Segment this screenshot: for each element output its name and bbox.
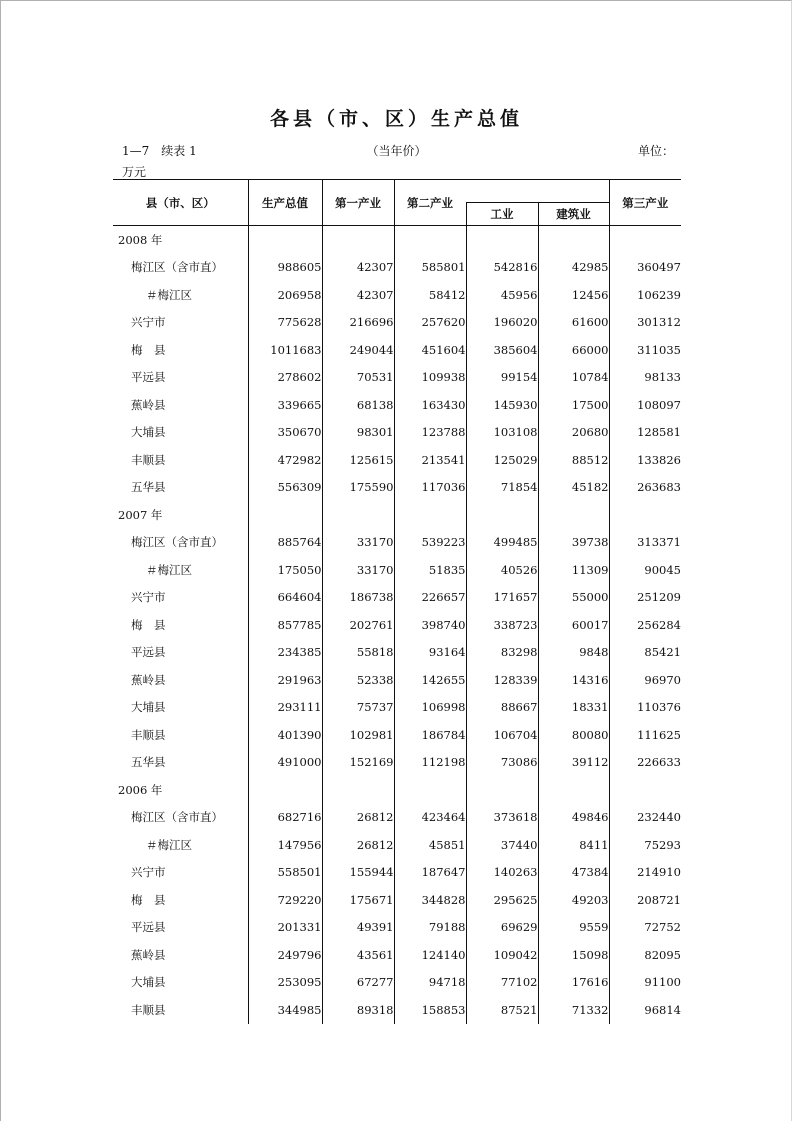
industry-value: 373618 <box>466 804 538 832</box>
construction-value: 18331 <box>538 694 609 722</box>
industry-value: 338723 <box>466 611 538 639</box>
gdp-value: 339665 <box>248 391 322 419</box>
gdp-value: 401390 <box>248 721 322 749</box>
industry-value: 37440 <box>466 831 538 859</box>
secondary-value: 94718 <box>394 969 466 997</box>
table-row <box>113 336 681 364</box>
industry-value: 87521 <box>466 996 538 1024</box>
empty-cell <box>248 776 322 804</box>
tertiary-value: 96814 <box>609 996 681 1024</box>
secondary-value: 213541 <box>394 446 466 474</box>
primary-value: 68138 <box>322 391 394 419</box>
industry-value: 145930 <box>466 391 538 419</box>
table-row <box>113 446 681 474</box>
table-row <box>113 419 681 447</box>
region-name: ＃梅江区 <box>146 837 192 852</box>
region-name: 梅江区（含市直） <box>131 260 223 275</box>
secondary-value: 226657 <box>394 584 466 612</box>
empty-cell <box>466 226 538 254</box>
secondary-value: 117036 <box>394 474 466 502</box>
construction-value: 12456 <box>538 281 609 309</box>
price-note: （当年价） <box>366 144 427 158</box>
primary-value: 216696 <box>322 309 394 337</box>
year-label: 2008 年 <box>118 232 163 247</box>
construction-value: 47384 <box>538 859 609 887</box>
region-name: 大埔县 <box>131 700 166 715</box>
construction-value: 71332 <box>538 996 609 1024</box>
secondary-value: 158853 <box>394 996 466 1024</box>
primary-value: 125615 <box>322 446 394 474</box>
table-row <box>113 364 681 392</box>
empty-cell <box>609 226 681 254</box>
gdp-value: 147956 <box>248 831 322 859</box>
gdp-value: 253095 <box>248 969 322 997</box>
table-row <box>113 996 681 1024</box>
secondary-value: 112198 <box>394 749 466 777</box>
construction-value: 10784 <box>538 364 609 392</box>
header-tertiary: 第三产业 <box>609 180 681 226</box>
construction-value: 61600 <box>538 309 609 337</box>
region-name: 丰顺县 <box>131 452 166 467</box>
gdp-value: 885764 <box>248 529 322 557</box>
empty-cell <box>466 501 538 529</box>
header-construction: 建筑业 <box>538 203 609 226</box>
gdp-value: 249796 <box>248 941 322 969</box>
region-name: 平远县 <box>131 920 166 935</box>
gdp-value: 491000 <box>248 749 322 777</box>
year-label: 2006 年 <box>118 782 163 797</box>
primary-value: 55818 <box>322 639 394 667</box>
industry-value: 295625 <box>466 886 538 914</box>
tertiary-value: 232440 <box>609 804 681 832</box>
table-row <box>113 694 681 722</box>
tertiary-value: 96970 <box>609 666 681 694</box>
tertiary-value: 128581 <box>609 419 681 447</box>
secondary-value: 58412 <box>394 281 466 309</box>
gdp-value: 206958 <box>248 281 322 309</box>
region-name: 五华县 <box>131 480 166 495</box>
table-row <box>113 529 681 557</box>
secondary-value: 109938 <box>394 364 466 392</box>
tertiary-value: 133826 <box>609 446 681 474</box>
secondary-value: 79188 <box>394 914 466 942</box>
secondary-value: 187647 <box>394 859 466 887</box>
industry-value: 109042 <box>466 941 538 969</box>
industry-value: 77102 <box>466 969 538 997</box>
header-primary: 第一产业 <box>322 180 394 226</box>
table-row <box>113 474 681 502</box>
region-name: 梅 县 <box>131 892 166 907</box>
tertiary-value: 82095 <box>609 941 681 969</box>
primary-value: 102981 <box>322 721 394 749</box>
region-name: 蕉岭县 <box>131 672 166 687</box>
gdp-value: 775628 <box>248 309 322 337</box>
table-row <box>113 639 681 667</box>
region-name: 平远县 <box>131 370 166 385</box>
industry-value: 128339 <box>466 666 538 694</box>
unit-label: 单位： <box>638 144 675 158</box>
secondary-value: 142655 <box>394 666 466 694</box>
construction-value: 42985 <box>538 254 609 282</box>
secondary-value: 398740 <box>394 611 466 639</box>
industry-value: 385604 <box>466 336 538 364</box>
gdp-value: 291963 <box>248 666 322 694</box>
industry-value: 73086 <box>466 749 538 777</box>
construction-value: 9559 <box>538 914 609 942</box>
tertiary-value: 263683 <box>609 474 681 502</box>
primary-value: 49391 <box>322 914 394 942</box>
tertiary-value: 85421 <box>609 639 681 667</box>
empty-cell <box>394 226 466 254</box>
secondary-value: 123788 <box>394 419 466 447</box>
gdp-value: 558501 <box>248 859 322 887</box>
construction-value: 80080 <box>538 721 609 749</box>
empty-cell <box>609 776 681 804</box>
primary-value: 152169 <box>322 749 394 777</box>
tertiary-value: 91100 <box>609 969 681 997</box>
region-name: 平远县 <box>131 645 166 660</box>
construction-value: 14316 <box>538 666 609 694</box>
primary-value: 70531 <box>322 364 394 392</box>
secondary-value: 539223 <box>394 529 466 557</box>
construction-value: 39738 <box>538 529 609 557</box>
construction-value: 20680 <box>538 419 609 447</box>
gdp-value: 278602 <box>248 364 322 392</box>
tertiary-value: 90045 <box>609 556 681 584</box>
gdp-value: 1011683 <box>248 336 322 364</box>
industry-value: 99154 <box>466 364 538 392</box>
gdp-value: 472982 <box>248 446 322 474</box>
gdp-value: 729220 <box>248 886 322 914</box>
secondary-value: 163430 <box>394 391 466 419</box>
construction-value: 9848 <box>538 639 609 667</box>
industry-value: 196020 <box>466 309 538 337</box>
construction-value: 66000 <box>538 336 609 364</box>
empty-cell <box>609 501 681 529</box>
tertiary-value: 98133 <box>609 364 681 392</box>
secondary-value: 344828 <box>394 886 466 914</box>
table-body <box>113 226 681 1024</box>
construction-value: 8411 <box>538 831 609 859</box>
industry-value: 83298 <box>466 639 538 667</box>
secondary-value: 451604 <box>394 336 466 364</box>
primary-value: 155944 <box>322 859 394 887</box>
year-row <box>113 226 681 254</box>
table-row <box>113 721 681 749</box>
gdp-value: 234385 <box>248 639 322 667</box>
table-row <box>113 941 681 969</box>
empty-cell <box>248 226 322 254</box>
gdp-value: 988605 <box>248 254 322 282</box>
industry-value: 88667 <box>466 694 538 722</box>
year-label: 2007 年 <box>118 507 163 522</box>
secondary-value: 186784 <box>394 721 466 749</box>
table-number: 1—7 续表 1 <box>122 144 197 158</box>
table-row <box>113 749 681 777</box>
tertiary-value: 313371 <box>609 529 681 557</box>
secondary-value: 423464 <box>394 804 466 832</box>
region-name: 梅江区（含市直） <box>131 810 223 825</box>
empty-cell <box>538 776 609 804</box>
tertiary-value: 251209 <box>609 584 681 612</box>
primary-value: 42307 <box>322 254 394 282</box>
region-name: 梅江区（含市直） <box>131 535 223 550</box>
empty-cell <box>394 776 466 804</box>
table-row <box>113 666 681 694</box>
tertiary-value: 360497 <box>609 254 681 282</box>
industry-value: 499485 <box>466 529 538 557</box>
industry-value: 171657 <box>466 584 538 612</box>
table-row <box>113 969 681 997</box>
tertiary-value: 106239 <box>609 281 681 309</box>
year-row <box>113 776 681 804</box>
industry-value: 125029 <box>466 446 538 474</box>
tertiary-value: 256284 <box>609 611 681 639</box>
primary-value: 33170 <box>322 529 394 557</box>
primary-value: 33170 <box>322 556 394 584</box>
header-region: 县（市、区） <box>145 195 215 210</box>
construction-value: 45182 <box>538 474 609 502</box>
tertiary-value: 301312 <box>609 309 681 337</box>
industry-value: 106704 <box>466 721 538 749</box>
header-secondary-breakdown <box>466 180 609 203</box>
industry-value: 45956 <box>466 281 538 309</box>
empty-cell <box>322 776 394 804</box>
primary-value: 175590 <box>322 474 394 502</box>
region-name: 梅 县 <box>131 342 166 357</box>
primary-value: 89318 <box>322 996 394 1024</box>
secondary-value: 93164 <box>394 639 466 667</box>
empty-cell <box>538 501 609 529</box>
primary-value: 43561 <box>322 941 394 969</box>
primary-value: 98301 <box>322 419 394 447</box>
region-name: 蕉岭县 <box>131 947 166 962</box>
construction-value: 11309 <box>538 556 609 584</box>
region-name: 大埔县 <box>131 425 166 440</box>
table-row <box>113 254 681 282</box>
unit-value: 万元 <box>122 165 147 179</box>
primary-value: 52338 <box>322 666 394 694</box>
gdp-value: 857785 <box>248 611 322 639</box>
construction-value: 17616 <box>538 969 609 997</box>
table-row <box>113 914 681 942</box>
region-name: ＃梅江区 <box>146 287 192 302</box>
construction-value: 15098 <box>538 941 609 969</box>
table-row <box>113 886 681 914</box>
industry-value: 71854 <box>466 474 538 502</box>
primary-value: 26812 <box>322 831 394 859</box>
primary-value: 26812 <box>322 804 394 832</box>
industry-value: 69629 <box>466 914 538 942</box>
gdp-value: 344985 <box>248 996 322 1024</box>
secondary-value: 124140 <box>394 941 466 969</box>
region-name: 梅 县 <box>131 617 166 632</box>
table-row <box>113 584 681 612</box>
header-gdp: 生产总值 <box>248 180 322 226</box>
gdp-value: 682716 <box>248 804 322 832</box>
region-name: 五华县 <box>131 755 166 770</box>
region-name: 蕉岭县 <box>131 397 166 412</box>
secondary-value: 45851 <box>394 831 466 859</box>
tertiary-value: 311035 <box>609 336 681 364</box>
table-row <box>113 804 681 832</box>
header-industry: 工业 <box>466 203 538 226</box>
gdp-value: 556309 <box>248 474 322 502</box>
construction-value: 17500 <box>538 391 609 419</box>
empty-cell <box>322 501 394 529</box>
secondary-value: 585801 <box>394 254 466 282</box>
gdp-value: 664604 <box>248 584 322 612</box>
region-name: ＃梅江区 <box>146 562 192 577</box>
gdp-value: 293111 <box>248 694 322 722</box>
primary-value: 249044 <box>322 336 394 364</box>
table-row <box>113 859 681 887</box>
region-name: 丰顺县 <box>131 727 166 742</box>
empty-cell <box>394 501 466 529</box>
table-row <box>113 281 681 309</box>
tertiary-value: 208721 <box>609 886 681 914</box>
industry-value: 103108 <box>466 419 538 447</box>
primary-value: 42307 <box>322 281 394 309</box>
region-name: 丰顺县 <box>131 1002 166 1017</box>
construction-value: 60017 <box>538 611 609 639</box>
tertiary-value: 110376 <box>609 694 681 722</box>
industry-value: 140263 <box>466 859 538 887</box>
primary-value: 67277 <box>322 969 394 997</box>
header-secondary: 第二产业 <box>394 180 466 226</box>
industry-value: 542816 <box>466 254 538 282</box>
region-name: 兴宁市 <box>131 315 166 330</box>
gdp-value: 350670 <box>248 419 322 447</box>
empty-cell <box>248 501 322 529</box>
tertiary-value: 72752 <box>609 914 681 942</box>
empty-cell <box>538 226 609 254</box>
secondary-value: 51835 <box>394 556 466 584</box>
tertiary-value: 108097 <box>609 391 681 419</box>
primary-value: 202761 <box>322 611 394 639</box>
construction-value: 88512 <box>538 446 609 474</box>
industry-value: 40526 <box>466 556 538 584</box>
primary-value: 75737 <box>322 694 394 722</box>
construction-value: 49203 <box>538 886 609 914</box>
construction-value: 55000 <box>538 584 609 612</box>
gdp-table <box>113 179 681 1024</box>
primary-value: 175671 <box>322 886 394 914</box>
gdp-value: 201331 <box>248 914 322 942</box>
construction-value: 39112 <box>538 749 609 777</box>
region-name: 大埔县 <box>131 975 166 990</box>
tertiary-value: 75293 <box>609 831 681 859</box>
year-row <box>113 501 681 529</box>
construction-value: 49846 <box>538 804 609 832</box>
secondary-value: 106998 <box>394 694 466 722</box>
tertiary-value: 226633 <box>609 749 681 777</box>
table-row <box>113 556 681 584</box>
gdp-value: 175050 <box>248 556 322 584</box>
empty-cell <box>466 776 538 804</box>
empty-cell <box>322 226 394 254</box>
tertiary-value: 214910 <box>609 859 681 887</box>
tertiary-value: 111625 <box>609 721 681 749</box>
table-row <box>113 391 681 419</box>
region-name: 兴宁市 <box>131 590 166 605</box>
primary-value: 186738 <box>322 584 394 612</box>
page-title: 各县（市、区）生产总值 <box>269 108 523 130</box>
table-row <box>113 611 681 639</box>
table-row <box>113 309 681 337</box>
table-row <box>113 831 681 859</box>
region-name: 兴宁市 <box>131 865 166 880</box>
secondary-value: 257620 <box>394 309 466 337</box>
